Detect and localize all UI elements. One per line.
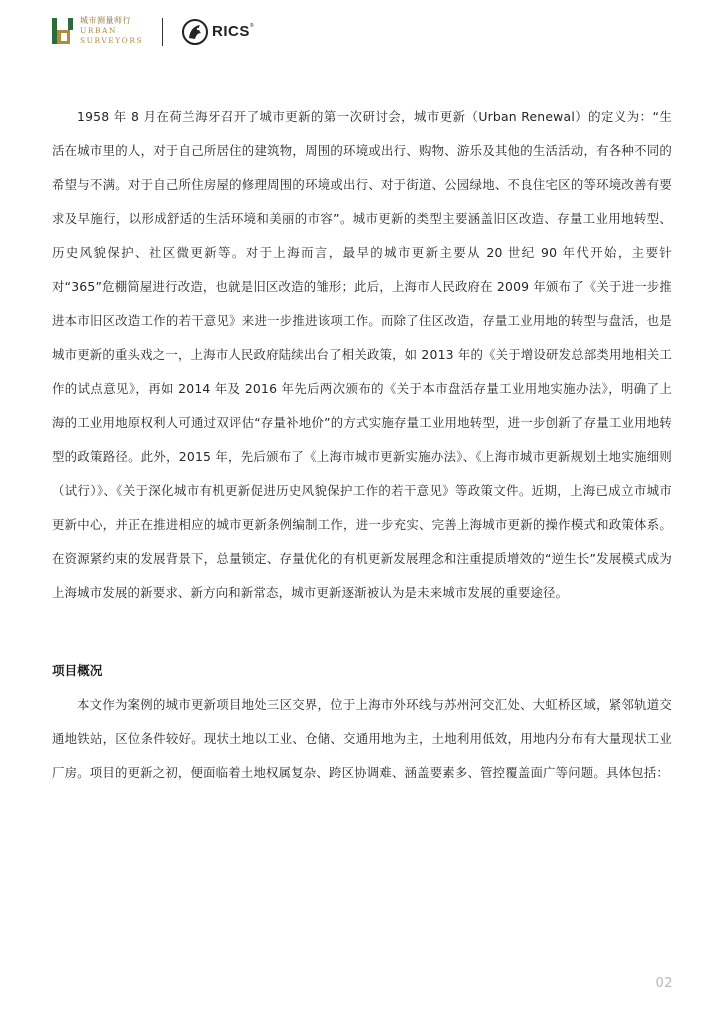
- logo-chinese-name: 城市测量师行: [80, 16, 131, 25]
- urban-surveyors-wordmark: [80, 17, 143, 44]
- registered-mark: ®: [249, 23, 255, 29]
- logo-english-line-1: URBAN: [80, 26, 117, 35]
- page-header: [52, 14, 312, 50]
- rics-text: RICS: [212, 23, 250, 40]
- logo-english-line-2: SURVEYORS: [80, 35, 144, 45]
- urban-surveyors-logo-icon: [52, 16, 74, 46]
- rics-wordmark: [212, 23, 254, 40]
- document-body: [52, 100, 672, 790]
- paragraph-project-overview: 本文作为案例的城市更新项目地处三区交界，位于上海市外环线与苏州河交汇处、大虹桥区域，紧邻轨道交通地铁站，区位条件较好。现状土地以工业、仓储、交通用地为主，土地利用低效，用地内分布有大量现状工业厂房。项目的更新之初，便面临着土地权属复杂、跨区协调难、涵盖要素多、管控覆盖面广等问题。具体包括：: [52, 697, 672, 780]
- section-heading-project-overview: 项目概况: [52, 663, 103, 678]
- rics-lion-icon: [182, 18, 208, 46]
- paragraph-urban-renewal-definition: 1958 年 8 月在荷兰海牙召开了城市更新的第一次研讨会，城市更新（Urban Renewal）的定义为：“生活在城市里的人，对于自己所居住的建筑物，周围的环境或出行、购物、游乐及其他的生活活动，有各种不同的希望与不满。对于自己所住房屋的修理周围的环境或出行、对于街道、公园绿地、不良住宅区的等环境改善有要求及早施行，以形成舒适的生活环境和美丽的市容”。城市更新的类型主要涵盖旧区改造、存量工业用地转型、历史风貌保护、社区微更新等。对于上海而言，最早的城市更新主要从 20 世纪 90 年代开始，主要针对“365”危棚简屋进行改造，也就是旧区改造的雏形；此后，上海市人民政府在 2009 年颁布了《关于进一步推进本市旧区改造工作的若干意见》来进一步推进该项工作。而除了住区改造，存量工业用地的转型与盘活，也是城市更新的重头戏之一，上海市人民政府陆续出台了相关政策，如 2013 年的《关于增设研发总部类用地相关工作的试点意见》，再如 2014 年及 2016 年先后两次颁布的《关于本市盘活存量工业用地实施办法》，明确了上海的工业用地原权利人可通过双评估“存量补地价”的方式实施存量工业用地转型，进一步创新了存量工业用地转型的政策路径。此外，2015 年，先后颁布了《上海市城市更新实施办法》、《上海市城市更新规划土地实施细则（试行）》、《关于深化城市有机更新促进历史风貌保护工作的若干意见》等政策文件。近期，上海已成立市城市更新中心，并正在推进相应的城市更新条例编制工作，进一步充实、完善上海城市更新的操作模式和政策体系。在资源紧约束的发展背景下，总量锁定、存量优化的有机更新发展理念和注重提质增效的“逆生长”发展模式成为上海城市发展的新要求、新方向和新常态，城市更新逐渐被认为是未来城市发展的重要途径。: [52, 109, 672, 600]
- header-divider: [162, 18, 163, 46]
- page-number: 02: [655, 976, 673, 991]
